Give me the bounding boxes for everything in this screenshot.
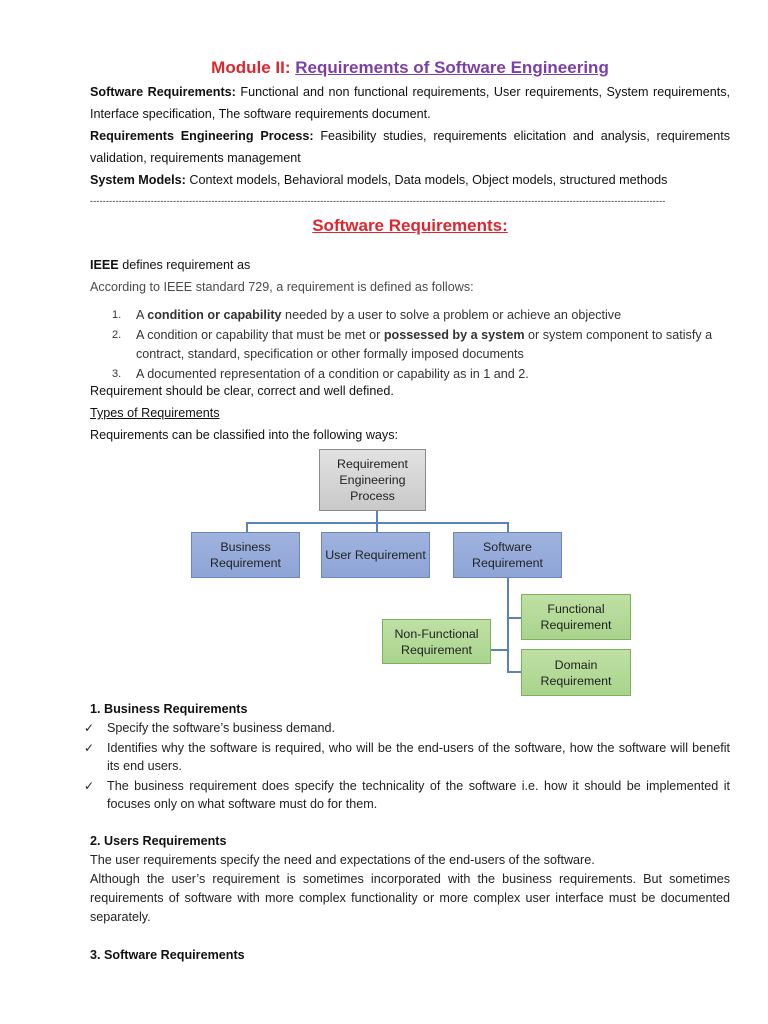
list-item (84, 777, 730, 814)
overview-text: Functional and non functional requirements, User requirements, System requirements, Interface specification, The software requirements document. (90, 85, 731, 121)
overview-text: Feasibility studies, requirements elicitation and analysis, requirements validation, requirements management (90, 129, 730, 165)
checkmark-icon: ✓ (84, 721, 95, 735)
connector-line (507, 671, 521, 673)
diagram-software-box: Software Requirement (453, 532, 562, 578)
ieee-label: IEEE (90, 258, 119, 272)
overview-label: Software Requirements: (90, 85, 236, 99)
module-subject: Requirements of Software Engineering (295, 58, 609, 77)
ieee-line (90, 256, 250, 275)
dashed-divider: ------------------------------------------------------------------------------------------------------------------------------------------------------------------------------------ (90, 196, 666, 206)
def-text: or system component to satisfy a contract, standard, specification or other formally imposed documents (136, 327, 713, 361)
list-item (90, 326, 730, 365)
users-paragraph-2: Although the user’s requirement is sometimes incorporated with the business requirements. But sometimes requirements of software with more complex functionality or more complex user interface must be documented separately. (90, 872, 730, 924)
module-prefix: Module II: (211, 58, 291, 77)
requirement-note: Requirement should be clear, correct and well defined. (90, 384, 394, 398)
diagram-domain-box: Domain Requirement (521, 649, 631, 696)
def-text: needed by a user to solve a problem or achieve an objective (281, 308, 622, 322)
diagram-user-box: User Requirement (321, 532, 430, 578)
overview-label: Requirements Engineering Process: (90, 129, 314, 143)
types-intro: Requirements can be classified into the following ways: (90, 428, 399, 442)
connector-line (491, 649, 507, 651)
list-item (90, 306, 730, 326)
diagram-root-box: Requirement Engineering Process (319, 449, 426, 511)
types-heading: Types of Requirements (90, 406, 220, 420)
users-paragraph-1: The user requirements specify the need and expectations of the end-users of the software. (90, 853, 595, 867)
overview-software-requirements (90, 82, 730, 125)
checkmark-icon: ✓ (84, 778, 95, 793)
software-heading: 3. Software Requirements (90, 948, 245, 962)
diagram-business-box: Business Requirement (191, 532, 300, 578)
connector-line (507, 617, 521, 619)
connector-line (507, 522, 509, 532)
list-number: 1. (112, 309, 122, 321)
diagram-nonfunctional-box: Non-Functional Requirement (382, 619, 491, 664)
list-text: Identifies why the software is required, who will be the end-users of the software, how the software will benefit its end users. (107, 740, 730, 773)
def-text: A condition or capability that must be met or (136, 327, 384, 342)
connector-line (246, 522, 248, 532)
list-number: 2. (112, 328, 122, 341)
list-text: The business requirement does specify the technicality of the software i.e. how it should be implemented it focuses only on what software must do for them. (107, 778, 730, 811)
def-text: A documented representation of a condition or capability as in 1 and 2. (136, 366, 529, 381)
business-list (84, 719, 730, 815)
checkmark-icon: ✓ (84, 740, 95, 755)
list-item (84, 719, 730, 738)
def-bold: possessed by a system (383, 327, 525, 342)
def-bold: condition or capability (147, 308, 282, 322)
connector-line (507, 578, 509, 672)
ieee-according: According to IEEE standard 729, a requirement is defined as follows: (90, 280, 474, 294)
users-heading: 2. Users Requirements (90, 834, 227, 848)
overview-text: Context models, Behavioral models, Data models, Object models, structured methods (189, 173, 668, 187)
connector-line (376, 522, 378, 532)
list-number: 3. (112, 367, 122, 380)
ieee-rest: defines requirement as (122, 258, 251, 272)
section-heading: Software Requirements: (312, 216, 508, 235)
list-text: Specify the software’s business demand. (107, 721, 335, 735)
overview-label: System Models: (90, 173, 186, 187)
overview-system-models (90, 170, 730, 192)
list-item (84, 739, 730, 776)
def-text: A (136, 308, 148, 322)
module-title (90, 57, 730, 79)
diagram-functional-box: Functional Requirement (521, 594, 631, 640)
business-heading: 1. Business Requirements (90, 702, 248, 716)
overview-re-process (90, 126, 730, 169)
definition-list (90, 306, 730, 384)
